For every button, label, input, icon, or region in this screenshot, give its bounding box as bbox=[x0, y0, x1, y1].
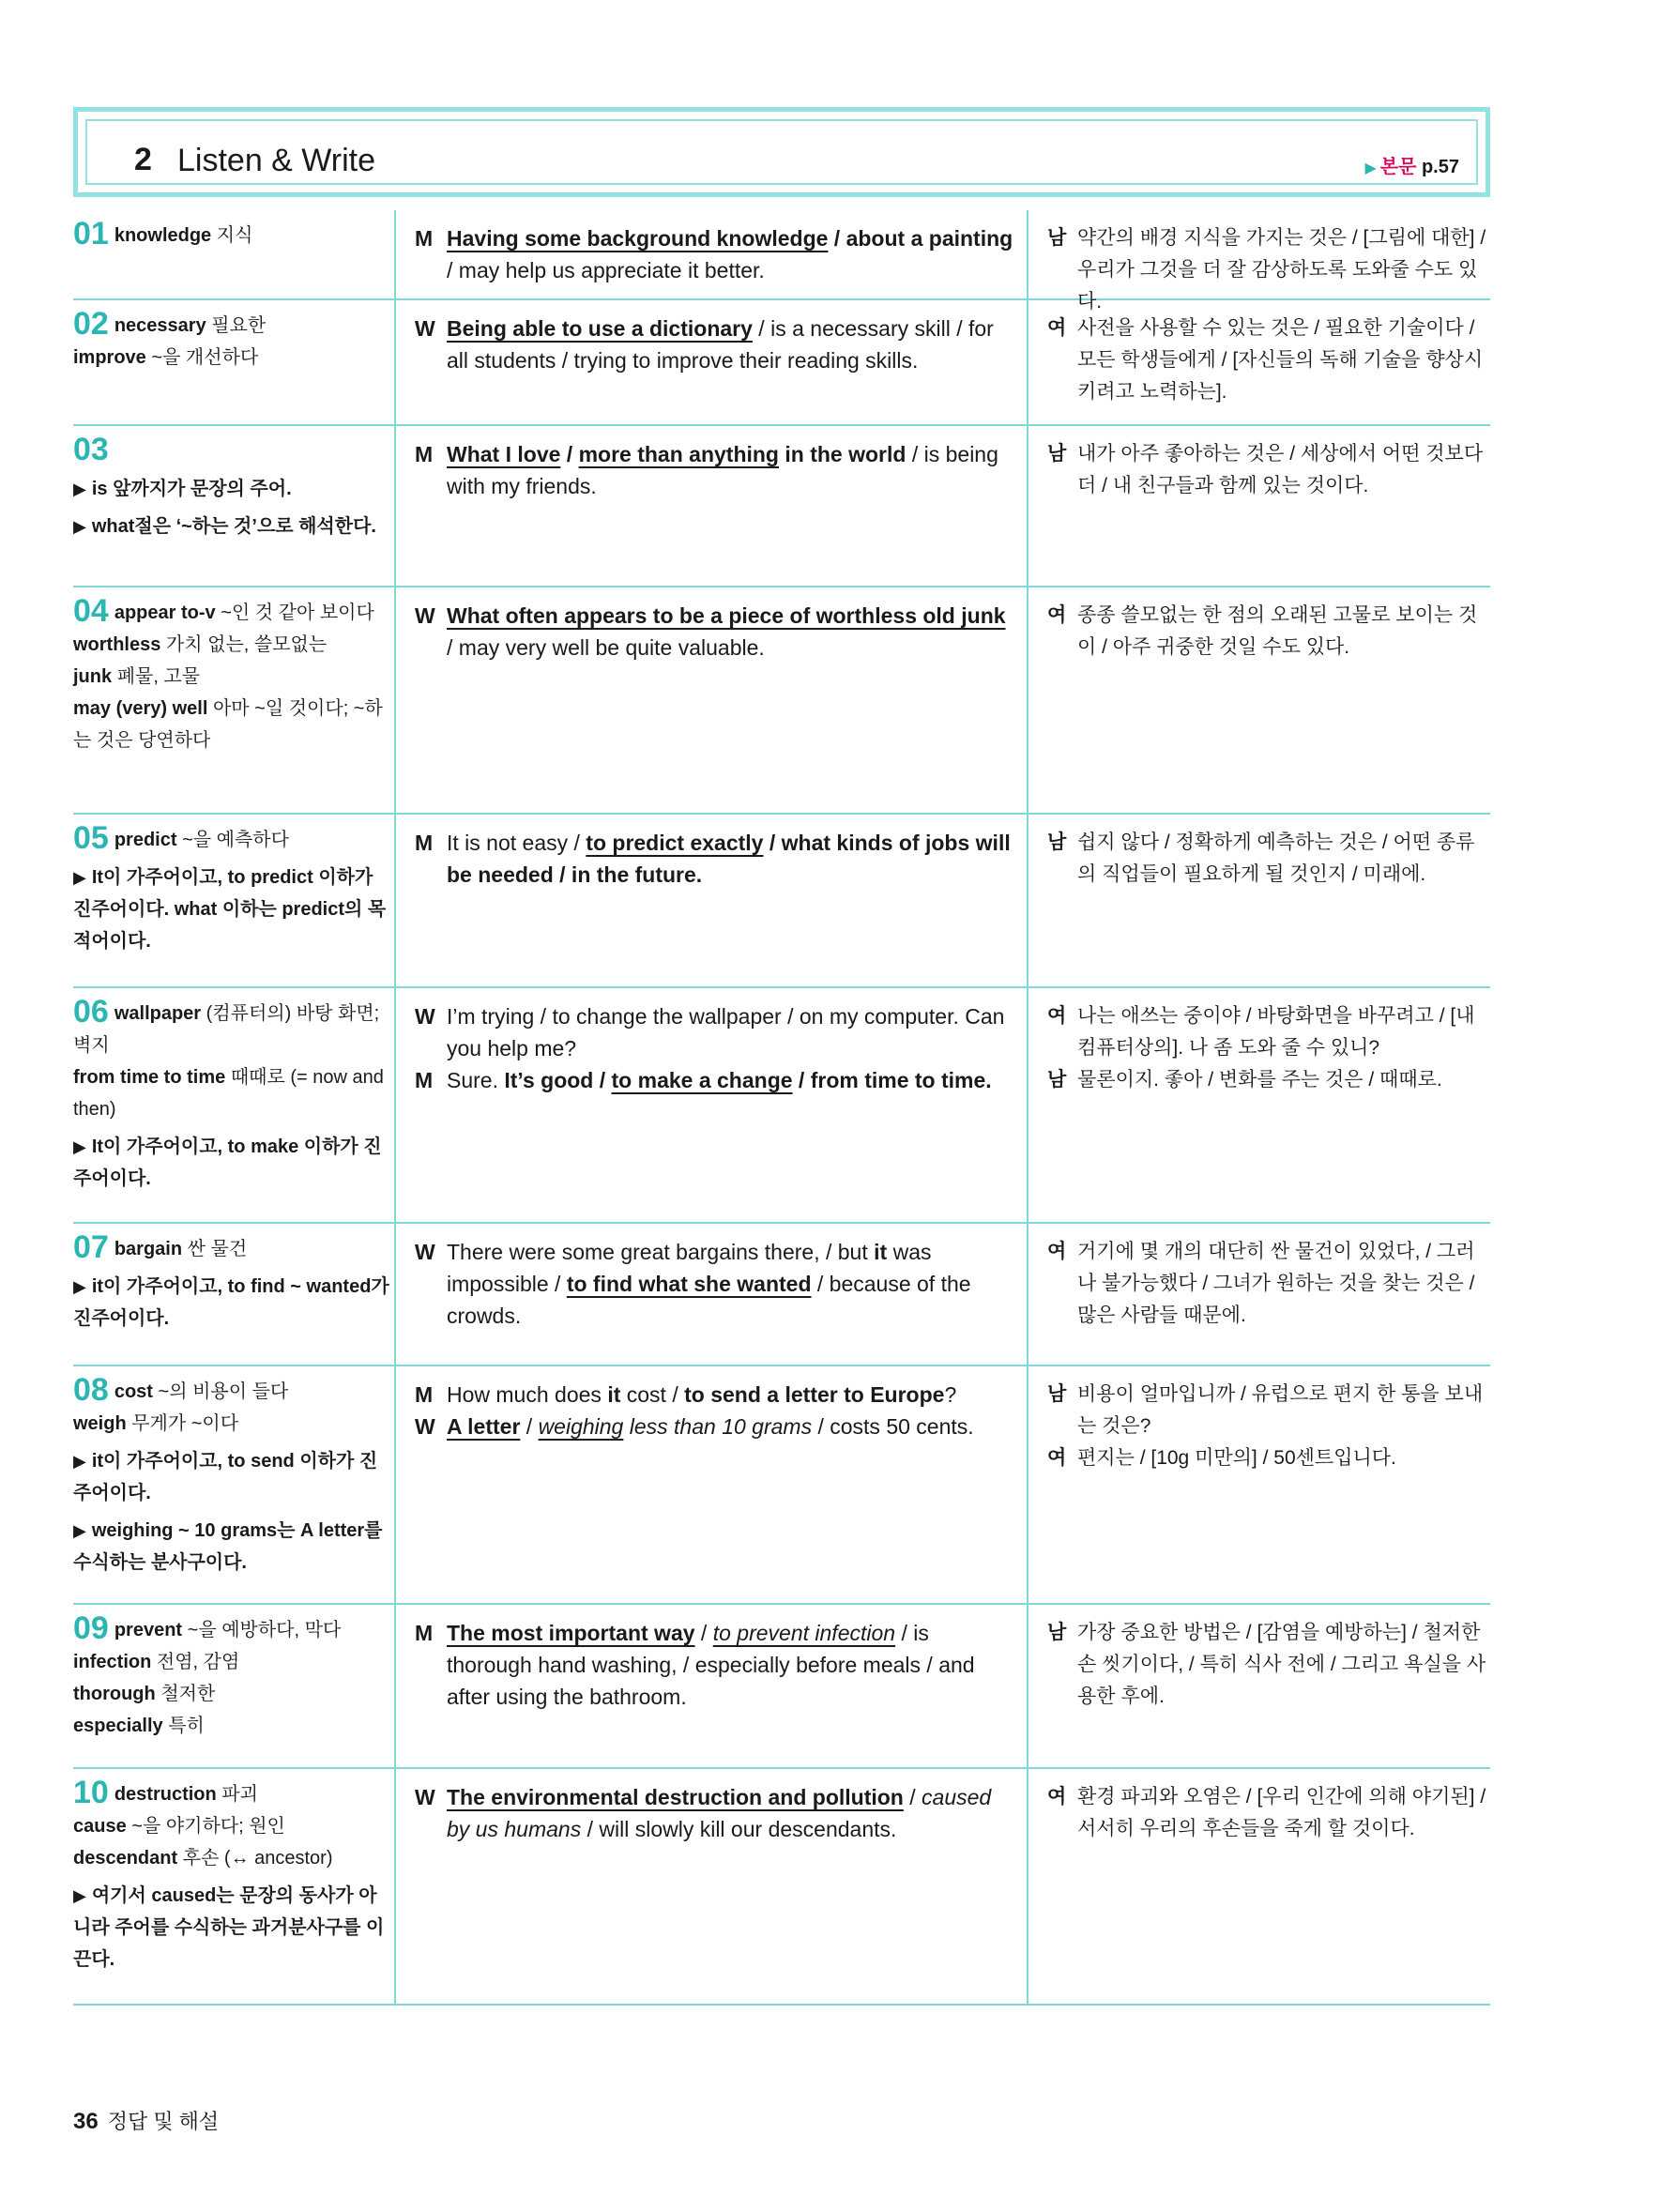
translation-column bbox=[1028, 426, 1490, 586]
dialogue-segment: it bbox=[607, 1382, 621, 1407]
translation-line bbox=[1047, 600, 1490, 664]
grammar-note bbox=[73, 1271, 394, 1335]
dialogue-segment: / because of the crowds. bbox=[447, 1272, 971, 1328]
table-row bbox=[73, 587, 1490, 815]
vocab-meaning: (컴퓨터의) 바탕 화면; 벽지 bbox=[73, 1003, 380, 1056]
textbook-page-ref bbox=[1364, 151, 1459, 178]
speaker-label-ko: 여 bbox=[1047, 317, 1067, 339]
dialogue-segment: Being able to use a dictionary bbox=[447, 316, 753, 341]
vocab-meaning: 특히 bbox=[168, 1716, 205, 1736]
speaker-label-ko: 남 bbox=[1047, 443, 1067, 465]
vocab-column bbox=[73, 300, 394, 424]
grammar-note bbox=[73, 473, 394, 505]
vocab-line bbox=[73, 1612, 394, 1646]
dialogue-column bbox=[394, 300, 1028, 424]
vocab-column bbox=[73, 1605, 394, 1767]
speaker-label: W bbox=[415, 1240, 435, 1264]
dialogue-segment: / is being with my friends. bbox=[447, 442, 998, 498]
vocab-word: may (very) well bbox=[73, 698, 208, 719]
dialogue-segment: / may very well be quite valuable. bbox=[447, 635, 765, 660]
dialogue-segment: / what kinds of jobs will be needed / in the future. bbox=[447, 831, 1011, 887]
page-number: 36 bbox=[73, 2109, 99, 2134]
vocab-word: knowledge bbox=[114, 225, 212, 246]
dialogue-column bbox=[394, 1605, 1028, 1767]
dialogue-column bbox=[394, 988, 1028, 1222]
dialogue-segment: / may help us appreciate it better. bbox=[447, 258, 765, 282]
translation-column bbox=[1028, 210, 1490, 313]
speaker-label: M bbox=[415, 442, 434, 466]
question-number: 10 bbox=[73, 1775, 109, 1810]
table-row bbox=[73, 300, 1490, 426]
vocab-line bbox=[73, 342, 394, 374]
translation-line bbox=[1047, 1064, 1490, 1096]
note-text: is 앞까지가 문장의 주어. bbox=[91, 479, 292, 499]
speaker-label-ko: 여 bbox=[1047, 1241, 1067, 1262]
vocab-meaning: 가치 없는, 쓸모없는 bbox=[165, 634, 328, 655]
dialogue-segment: / is thorough hand washing, / especially before meals / and after using the bathroom. bbox=[447, 1621, 975, 1709]
translation-line bbox=[1047, 1236, 1490, 1332]
translation-text: 가장 중요한 방법은 / [감염을 예방하는] / 철저한 손 씻기이다, / 특히 식사 전에 / 그리고 욕실을 사용한 후에. bbox=[1077, 1622, 1486, 1707]
note-text: 여기서 caused는 문장의 동사가 아니라 주어를 수식하는 과거분사구를 이끈다. bbox=[73, 1885, 385, 1970]
triangle-icon: ▶ bbox=[1364, 160, 1377, 176]
arrow-icon: ▶ bbox=[73, 480, 86, 498]
dialogue-column bbox=[394, 1769, 1028, 2004]
speaker-label-ko: 여 bbox=[1047, 604, 1067, 626]
vocab-word: thorough bbox=[73, 1684, 156, 1704]
dialogue-segment: to send a letter to Europe bbox=[684, 1382, 945, 1407]
vocab-word: necessary bbox=[114, 315, 206, 336]
note-text: it이 가주어이고, to find ~ wanted가 진주어이다. bbox=[73, 1276, 389, 1329]
dialogue-text bbox=[447, 1617, 1017, 1713]
dialogue-text bbox=[447, 600, 1017, 664]
speaker-label: W bbox=[415, 316, 435, 341]
dialogue-segment: in the world bbox=[778, 442, 907, 466]
vocab-meaning: 전염, 감염 bbox=[156, 1652, 240, 1672]
speaker-label: M bbox=[415, 1068, 434, 1092]
grammar-note bbox=[73, 862, 394, 957]
dialogue-segment: to predict exactly bbox=[586, 831, 764, 855]
dialogue-line bbox=[415, 1781, 1017, 1845]
table-row bbox=[73, 1224, 1490, 1366]
vocab-meaning: ~인 것 같아 보이다 bbox=[221, 603, 374, 623]
vocab-meaning: 필요한 bbox=[211, 315, 267, 336]
vocab-line bbox=[73, 822, 394, 856]
dialogue-column bbox=[394, 1224, 1028, 1365]
speaker-label: W bbox=[415, 1785, 435, 1809]
arrow-icon: ▶ bbox=[73, 1886, 86, 1905]
question-number: 08 bbox=[73, 1372, 109, 1408]
vocab-word: weigh bbox=[73, 1413, 127, 1434]
speaker-label: M bbox=[415, 1621, 434, 1645]
vocab-word: cause bbox=[73, 1816, 127, 1837]
vocab-meaning: ~을 야기하다; 원인 bbox=[131, 1816, 285, 1837]
section-header bbox=[73, 107, 1490, 197]
vocab-word: bargain bbox=[114, 1239, 183, 1259]
translation-column bbox=[1028, 815, 1490, 986]
vocab-word: wallpaper bbox=[114, 1003, 202, 1024]
vocab-line bbox=[73, 1646, 394, 1678]
dialogue-line bbox=[415, 438, 1017, 502]
vocab-line bbox=[73, 1374, 394, 1408]
dialogue-text bbox=[447, 827, 1017, 891]
vocab-meaning: 후손 (↔ ancestor) bbox=[182, 1848, 333, 1869]
speaker-label-ko: 남 bbox=[1047, 227, 1067, 249]
vocab-meaning: ~을 예측하다 bbox=[182, 830, 289, 850]
translation-text: 사전을 사용할 수 있는 것은 / 필요한 기술이다 / 모든 학생들에게 / [자신들의 독해 기술을 향상시키려고 노력하는]. bbox=[1077, 317, 1484, 403]
question-number: 07 bbox=[73, 1229, 109, 1265]
note-text: weighing ~ 10 grams는 A letter를 수식하는 분사구이다. bbox=[73, 1520, 383, 1573]
dialogue-segment: Having some background knowledge bbox=[447, 226, 829, 251]
dialogue-segment: / bbox=[560, 442, 579, 466]
dialogue-text bbox=[447, 1064, 1017, 1096]
section-header-inner bbox=[85, 119, 1478, 185]
table-row bbox=[73, 1605, 1490, 1769]
ref-label: 본문 bbox=[1379, 157, 1417, 177]
vocab-meaning: 싼 물건 bbox=[187, 1239, 248, 1259]
speaker-label-ko: 여 bbox=[1047, 1786, 1067, 1808]
vocab-column bbox=[73, 1224, 394, 1365]
translation-line bbox=[1047, 1781, 1490, 1845]
vocab-word: from time to time bbox=[73, 1067, 226, 1088]
dialogue-segment: What often appears to be a piece of worthless old junk bbox=[447, 603, 1006, 628]
dialogue-segment: It’s good / bbox=[504, 1068, 612, 1092]
question-number: 06 bbox=[73, 994, 109, 1030]
vocab-line bbox=[73, 595, 394, 629]
translation-text: 편지는 / [10g 미만의] / 50센트입니다. bbox=[1077, 1447, 1396, 1469]
translation-line bbox=[1047, 438, 1490, 502]
dialogue-text bbox=[447, 313, 1017, 376]
dialogue-segment: What I love bbox=[447, 442, 561, 466]
speaker-label: W bbox=[415, 1004, 435, 1029]
translation-text: 쉽지 않다 / 정확하게 예측하는 것은 / 어떤 종류의 직업들이 필요하게 될 것인지 / 미래에. bbox=[1077, 831, 1475, 885]
dialogue-segment: / costs 50 cents. bbox=[812, 1414, 974, 1439]
dialogue-segment: / bbox=[828, 226, 846, 251]
vocab-word: cost bbox=[114, 1381, 153, 1402]
vocab-column bbox=[73, 1366, 394, 1603]
page-footer bbox=[73, 2106, 219, 2135]
question-number: 04 bbox=[73, 593, 109, 629]
dialogue-segment: / will slowly kill our descendants. bbox=[581, 1817, 897, 1841]
vocab-word: descendant bbox=[73, 1848, 178, 1869]
speaker-label: M bbox=[415, 1382, 434, 1407]
dialogue-line bbox=[415, 313, 1017, 376]
vocab-word: appear to-v bbox=[114, 603, 216, 623]
translation-text: 내가 아주 좋아하는 것은 / 세상에서 어떤 것보다 더 / 내 친구들과 함께 있는 것이다. bbox=[1077, 443, 1484, 496]
vocab-line bbox=[73, 308, 394, 342]
translation-text: 비용이 얼마입니까 / 유럽으로 편지 한 통을 보내는 것은? bbox=[1077, 1383, 1484, 1437]
translation-column bbox=[1028, 300, 1490, 424]
dialogue-line bbox=[415, 1411, 1017, 1442]
dialogue-text bbox=[447, 222, 1017, 286]
dialogue-segment: about a painting bbox=[846, 226, 1013, 251]
vocab-column bbox=[73, 210, 394, 298]
vocab-column bbox=[73, 587, 394, 813]
dialogue-segment: it bbox=[874, 1240, 888, 1264]
translation-line bbox=[1047, 827, 1490, 891]
vocab-column bbox=[73, 988, 394, 1222]
dialogue-segment: The environmental destruction and pollution bbox=[447, 1785, 904, 1809]
vocab-line bbox=[73, 434, 394, 467]
table-row bbox=[73, 210, 1490, 313]
dialogue-text bbox=[447, 1411, 1017, 1442]
grammar-note bbox=[73, 1445, 394, 1509]
vocab-line bbox=[73, 996, 394, 1061]
dialogue-segment: more than anything bbox=[578, 442, 779, 466]
dialogue-segment: was impossible / bbox=[447, 1240, 932, 1296]
vocab-meaning: 철저한 bbox=[160, 1684, 216, 1704]
question-number: 01 bbox=[73, 216, 109, 252]
dialogue-segment: The most important way bbox=[447, 1621, 695, 1645]
vocab-line bbox=[73, 629, 394, 661]
vocab-meaning: 지식 bbox=[216, 225, 253, 246]
translation-text: 거기에 몇 개의 대단히 싼 물건이 있었다, / 그러나 불가능했다 / 그녀가 원하는 것을 찾는 것은 / 많은 사람들 때문에. bbox=[1077, 1241, 1475, 1326]
vocab-meaning: ~의 비용이 들다 bbox=[158, 1381, 289, 1402]
translation-line bbox=[1047, 1617, 1490, 1713]
dialogue-segment: There were some great bargains there, / but bbox=[447, 1240, 875, 1264]
speaker-label: W bbox=[415, 1414, 435, 1439]
vocab-line bbox=[73, 1061, 394, 1125]
vocab-word: especially bbox=[73, 1716, 163, 1736]
dialogue-text bbox=[447, 1000, 1017, 1064]
dialogue-line bbox=[415, 222, 1017, 286]
dialogue-segment: / from time to time. bbox=[792, 1068, 992, 1092]
vocab-line bbox=[73, 218, 394, 252]
vocab-line bbox=[73, 693, 394, 756]
speaker-label-ko: 남 bbox=[1047, 1069, 1067, 1091]
arrow-icon: ▶ bbox=[73, 1137, 86, 1156]
translation-line bbox=[1047, 1379, 1490, 1442]
dialogue-segment: weighing bbox=[538, 1414, 624, 1439]
translation-column bbox=[1028, 1605, 1490, 1767]
note-text: what절은 ‘~하는 것’으로 해석한다. bbox=[91, 516, 376, 537]
vocab-word: prevent bbox=[114, 1620, 183, 1640]
grammar-note bbox=[73, 1515, 394, 1579]
translation-text: 종종 쓸모없는 한 점의 오래된 고물로 보이는 것이 / 아주 귀중한 것일 수도 있다. bbox=[1077, 604, 1478, 658]
table-row bbox=[73, 426, 1490, 587]
translation-column bbox=[1028, 1366, 1490, 1603]
dialogue-segment: / bbox=[520, 1414, 539, 1439]
dialogue-line bbox=[415, 1064, 1017, 1096]
vocab-meaning: 무게가 ~이다 bbox=[131, 1413, 239, 1434]
grammar-note bbox=[73, 511, 394, 542]
vocab-word: worthless bbox=[73, 634, 161, 655]
grammar-note bbox=[73, 1131, 394, 1195]
dialogue-segment: How much does bbox=[447, 1382, 608, 1407]
vocab-meaning: 때때로 (= now and then) bbox=[73, 1067, 384, 1120]
note-text: It이 가주어이고, to predict 이하가 진주어이다. what 이하는 predict의 목적어이다. bbox=[73, 867, 387, 952]
arrow-icon: ▶ bbox=[73, 868, 86, 887]
translation-line bbox=[1047, 1442, 1490, 1474]
dialogue-column bbox=[394, 587, 1028, 813]
question-number: 02 bbox=[73, 306, 109, 342]
vocab-line bbox=[73, 1777, 394, 1810]
dialogue-line bbox=[415, 1000, 1017, 1064]
question-number: 03 bbox=[73, 432, 109, 467]
dialogue-segment: Sure. bbox=[447, 1068, 505, 1092]
translation-line bbox=[1047, 1000, 1490, 1064]
translation-text: 나는 애쓰는 중이야 / 바탕화면을 바꾸려고 / [내 컴퓨터상의]. 나 좀 도와 줄 수 있니? bbox=[1077, 1005, 1475, 1059]
vocab-meaning: ~을 개선하다 bbox=[151, 347, 259, 368]
table-row bbox=[73, 1769, 1490, 2006]
speaker-label: M bbox=[415, 226, 434, 251]
table-row bbox=[73, 815, 1490, 988]
section-number: 2 bbox=[134, 142, 152, 177]
dialogue-segment: caused by us humans bbox=[447, 1785, 992, 1841]
question-number: 05 bbox=[73, 820, 109, 856]
arrow-icon: ▶ bbox=[73, 1277, 86, 1296]
translation-column bbox=[1028, 587, 1490, 813]
vocab-column bbox=[73, 815, 394, 986]
vocab-line bbox=[73, 1842, 394, 1874]
dialogue-segment: cost / bbox=[620, 1382, 685, 1407]
dialogue-text bbox=[447, 1236, 1017, 1332]
dialogue-line bbox=[415, 1236, 1017, 1332]
vocab-line bbox=[73, 1710, 394, 1742]
footer-label: 정답 및 해설 bbox=[107, 2110, 220, 2133]
translation-column bbox=[1028, 1769, 1490, 2004]
vocab-word: improve bbox=[73, 347, 146, 368]
dialogue-line bbox=[415, 827, 1017, 891]
note-text: it이 가주어이고, to send 이하가 진주어이다. bbox=[73, 1451, 378, 1503]
table-row bbox=[73, 988, 1490, 1224]
table-row bbox=[73, 1366, 1490, 1605]
dialogue-segment: It is not easy / bbox=[447, 831, 587, 855]
grammar-note bbox=[73, 1880, 394, 1976]
vocab-line bbox=[73, 661, 394, 693]
dialogue-column bbox=[394, 1366, 1028, 1603]
translation-text: 물론이지. 좋아 / 변화를 주는 것은 / 때때로. bbox=[1077, 1069, 1442, 1091]
speaker-label-ko: 여 bbox=[1047, 1005, 1067, 1027]
vocab-meaning: 폐물, 고물 bbox=[116, 666, 201, 687]
vocab-line bbox=[73, 1678, 394, 1710]
answer-table bbox=[73, 210, 1490, 2006]
dialogue-segment: to prevent infection bbox=[712, 1621, 896, 1645]
dialogue-segment: less than 10 grams bbox=[623, 1414, 813, 1439]
dialogue-text bbox=[447, 1781, 1017, 1845]
dialogue-column bbox=[394, 426, 1028, 586]
translation-text: 약간의 배경 지식을 가지는 것은 / [그림에 대한] / 우리가 그것을 더 잘 감상하도록 도와줄 수도 있다. bbox=[1077, 227, 1486, 313]
dialogue-segment: to make a change bbox=[611, 1068, 793, 1092]
dialogue-text bbox=[447, 438, 1017, 502]
vocab-meaning: 파괴 bbox=[221, 1784, 258, 1805]
vocab-word: junk bbox=[73, 666, 113, 687]
speaker-label-ko: 남 bbox=[1047, 831, 1067, 853]
dialogue-column bbox=[394, 210, 1028, 298]
vocab-word: infection bbox=[73, 1652, 152, 1672]
speaker-label: M bbox=[415, 831, 434, 855]
dialogue-segment: ? bbox=[944, 1382, 957, 1407]
vocab-word: predict bbox=[114, 830, 177, 850]
speaker-label: W bbox=[415, 603, 435, 628]
translation-column bbox=[1028, 1224, 1490, 1365]
dialogue-segment: / bbox=[903, 1785, 922, 1809]
vocab-meaning: ~을 예방하다, 막다 bbox=[187, 1620, 342, 1640]
vocab-line bbox=[73, 1408, 394, 1440]
speaker-label-ko: 남 bbox=[1047, 1622, 1067, 1643]
vocab-column bbox=[73, 426, 394, 586]
dialogue-line bbox=[415, 1379, 1017, 1411]
dialogue-segment: A letter bbox=[447, 1414, 521, 1439]
dialogue-column bbox=[394, 815, 1028, 986]
translation-line bbox=[1047, 313, 1490, 408]
dialogue-line bbox=[415, 1617, 1017, 1713]
vocab-column bbox=[73, 1769, 394, 2004]
arrow-icon: ▶ bbox=[73, 1521, 86, 1540]
question-number: 09 bbox=[73, 1610, 109, 1646]
arrow-icon: ▶ bbox=[73, 517, 86, 536]
vocab-line bbox=[73, 1231, 394, 1265]
speaker-label-ko: 남 bbox=[1047, 1383, 1067, 1405]
dialogue-text bbox=[447, 1379, 1017, 1411]
speaker-label-ko: 여 bbox=[1047, 1447, 1067, 1469]
translation-column bbox=[1028, 988, 1490, 1222]
vocab-meaning: 아마 ~일 것이다; ~하는 것은 당연하다 bbox=[73, 698, 383, 751]
dialogue-segment: to find what she wanted bbox=[566, 1272, 812, 1296]
ref-page: p.57 bbox=[1421, 157, 1459, 177]
dialogue-line bbox=[415, 600, 1017, 664]
vocab-line bbox=[73, 1810, 394, 1842]
translation-text: 환경 파괴와 오염은 / [우리 인간에 의해 야기된] / 서서히 우리의 후손들을 죽게 할 것이다. bbox=[1077, 1786, 1486, 1839]
note-text: It이 가주어이고, to make 이하가 진주어이다. bbox=[73, 1137, 382, 1189]
vocab-word: destruction bbox=[114, 1784, 217, 1805]
dialogue-segment: I’m trying / to change the wallpaper / on my computer. Can you help me? bbox=[447, 1004, 1005, 1060]
arrow-icon: ▶ bbox=[73, 1452, 86, 1471]
dialogue-segment: / bbox=[694, 1621, 713, 1645]
dialogue-segment: / is a necessary skill / for all students / trying to improve their reading skills. bbox=[447, 316, 994, 373]
section-title: Listen & Write bbox=[177, 143, 376, 178]
